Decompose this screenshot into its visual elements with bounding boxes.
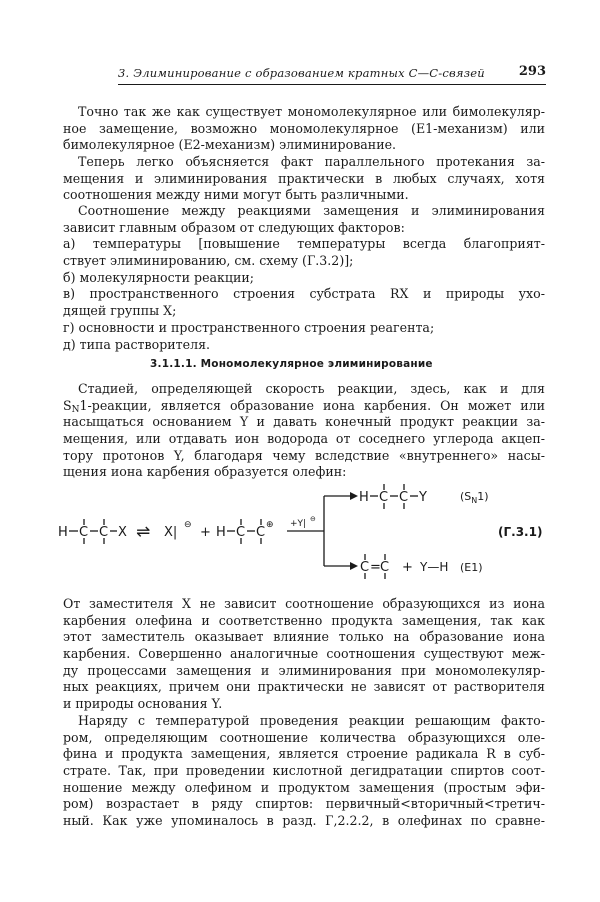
elim-c2: C xyxy=(380,560,390,575)
paragraph-6 xyxy=(63,713,545,830)
cation-h: H xyxy=(216,525,226,540)
text-line: ный. Как уже упоминалось в разд. Г,2.2.2, в олефинах по сравне- xyxy=(63,813,545,829)
double-bond: = xyxy=(370,560,381,575)
reaction-scheme xyxy=(56,472,556,590)
substrate-c2: C xyxy=(99,525,109,540)
cation-c2: C xyxy=(256,525,266,540)
leaving-charge: ⊖ xyxy=(184,520,192,530)
page-number: 293 xyxy=(518,64,546,79)
sn1-label-open: (S xyxy=(460,490,472,503)
text-line: фина и продукта замещения, является строение радикала R в суб- xyxy=(63,746,545,762)
list-item-e: д) типа растворителя. xyxy=(63,336,211,352)
elim-c1: C xyxy=(360,560,370,575)
sub-product-c2: C xyxy=(399,490,409,505)
text-line: бимолекулярное (E2-механизм) элиминирование. xyxy=(63,137,397,153)
paragraph-4 xyxy=(63,381,545,481)
cation-c1: C xyxy=(236,525,246,540)
text-line: дящей группы X; xyxy=(63,303,177,319)
text-line: От заместителя X не зависит соотношение образующихся из иона xyxy=(63,596,545,611)
reagent-label: +Y| xyxy=(290,519,307,529)
text-line: карбения. Совершенно аналогичные соотношения существуют меж- xyxy=(63,646,545,662)
cation-charge: ⊕ xyxy=(266,520,274,530)
list-item-b: б) молекулярности реакции; xyxy=(63,269,255,285)
text-line: этот заместитель оказывает влияние только на образование иона xyxy=(63,629,545,645)
text-line: карбения олефина и соответственно продукта замещения, так как xyxy=(63,612,545,628)
text-line: страте. Так, при проведении кислотной дегидратации спиртов соот- xyxy=(63,763,545,779)
paragraph-5 xyxy=(63,596,545,713)
header-title: 3. Элиминирование с образованием кратных С—С-связей xyxy=(118,66,485,80)
text-line xyxy=(63,398,545,415)
text-line: мещения, или отдавать ион водорода от соседнего углерода акцеп- xyxy=(63,431,545,447)
text-line: и природы основания Y. xyxy=(63,696,223,712)
text-line: тору протонов Y, благодаря чему вследствие «внутреннего» насы- xyxy=(63,447,545,463)
text-line: ных реакциях, причем они практически не зависят от растворителя xyxy=(63,679,545,695)
list-item-c: в) пространственного строения субстрата RX и природы ухо- xyxy=(63,286,545,302)
sub-product-c1: C xyxy=(379,490,389,505)
substrate-h: H xyxy=(58,525,68,540)
text-line: Точно так же как существует мономолекулярное или бимолекуляр- xyxy=(78,104,545,119)
paragraph-3 xyxy=(63,203,545,353)
sn-symbol: S xyxy=(63,397,72,413)
text-line: ное замещение, возможно мономолекулярное (E1-механизм) или xyxy=(63,120,545,136)
e1-label: (E1) xyxy=(460,561,483,574)
elim-yh: Y—H xyxy=(420,560,449,574)
arrowhead-bottom xyxy=(350,562,358,570)
sn-subscript: N xyxy=(71,404,80,415)
text-line: ствует элиминированию, см. схему (Г.3.2)]; xyxy=(63,253,354,269)
list-item-a: а) температуры [повышение температуры всегда благоприят- xyxy=(63,236,545,252)
sn1-label-close: 1) xyxy=(477,490,489,503)
text-line: Стадией, определяющей скорость реакции, здесь, как и для xyxy=(78,381,545,396)
running-header xyxy=(118,64,546,85)
text-line: ношение между олефином и продуктом замещения (простым эфи- xyxy=(63,779,545,795)
text-line: зависит главным образом от следующих факторов: xyxy=(63,219,405,235)
text-line: щения иона карбения образуется олефин: xyxy=(63,464,347,480)
text-line: ду процессами замещения и элиминирования при мономолекуляр- xyxy=(63,662,545,678)
sub-product-y: Y xyxy=(419,490,427,505)
text-line: ром, определяющим соотношение количества образующихся оле- xyxy=(63,729,545,745)
sn1-label xyxy=(460,490,489,505)
substrate-x: X xyxy=(118,525,127,540)
text-line: насыщаться основанием Y и давать конечный продукт реакции за- xyxy=(63,414,545,430)
elim-plus: + xyxy=(402,560,413,575)
text-line: Соотношение между реакциями замещения и элиминирования xyxy=(78,203,545,218)
sub-product-h: H xyxy=(359,490,369,505)
paragraph-2 xyxy=(63,154,545,204)
plus-sign: + xyxy=(200,525,211,540)
section-heading: 3.1.1.1. Мономолекулярное элиминирование xyxy=(150,358,433,370)
text-line: ром) возрастает в ряду спиртов: первичный<вторичный<третич- xyxy=(63,796,545,812)
text-line: мещения и элиминирования практически в любых случаях, хотя xyxy=(63,170,545,186)
text-line: Теперь легко объясняется факт параллельного протекания за- xyxy=(78,154,545,169)
equilibrium-arrow: ⇌ xyxy=(136,522,151,542)
paragraph-1 xyxy=(63,104,545,154)
reagent-charge: ⊖ xyxy=(310,515,316,523)
scheme-number: (Г.3.1) xyxy=(498,525,543,539)
leaving-group: X| xyxy=(164,525,178,540)
substrate-c1: C xyxy=(79,525,89,540)
sn1-label-sub: N xyxy=(471,496,478,505)
text-fragment: 1-реакции, является образование иона карбения. Он может или xyxy=(79,397,545,413)
text-line: Наряду с температурой проведения реакции решающим факто- xyxy=(78,713,545,728)
arrowhead-top xyxy=(350,492,358,500)
list-item-d: г) основности и пространственного строения реагента; xyxy=(63,319,435,335)
text-line: соотношения между ними могут быть различными. xyxy=(63,187,409,203)
